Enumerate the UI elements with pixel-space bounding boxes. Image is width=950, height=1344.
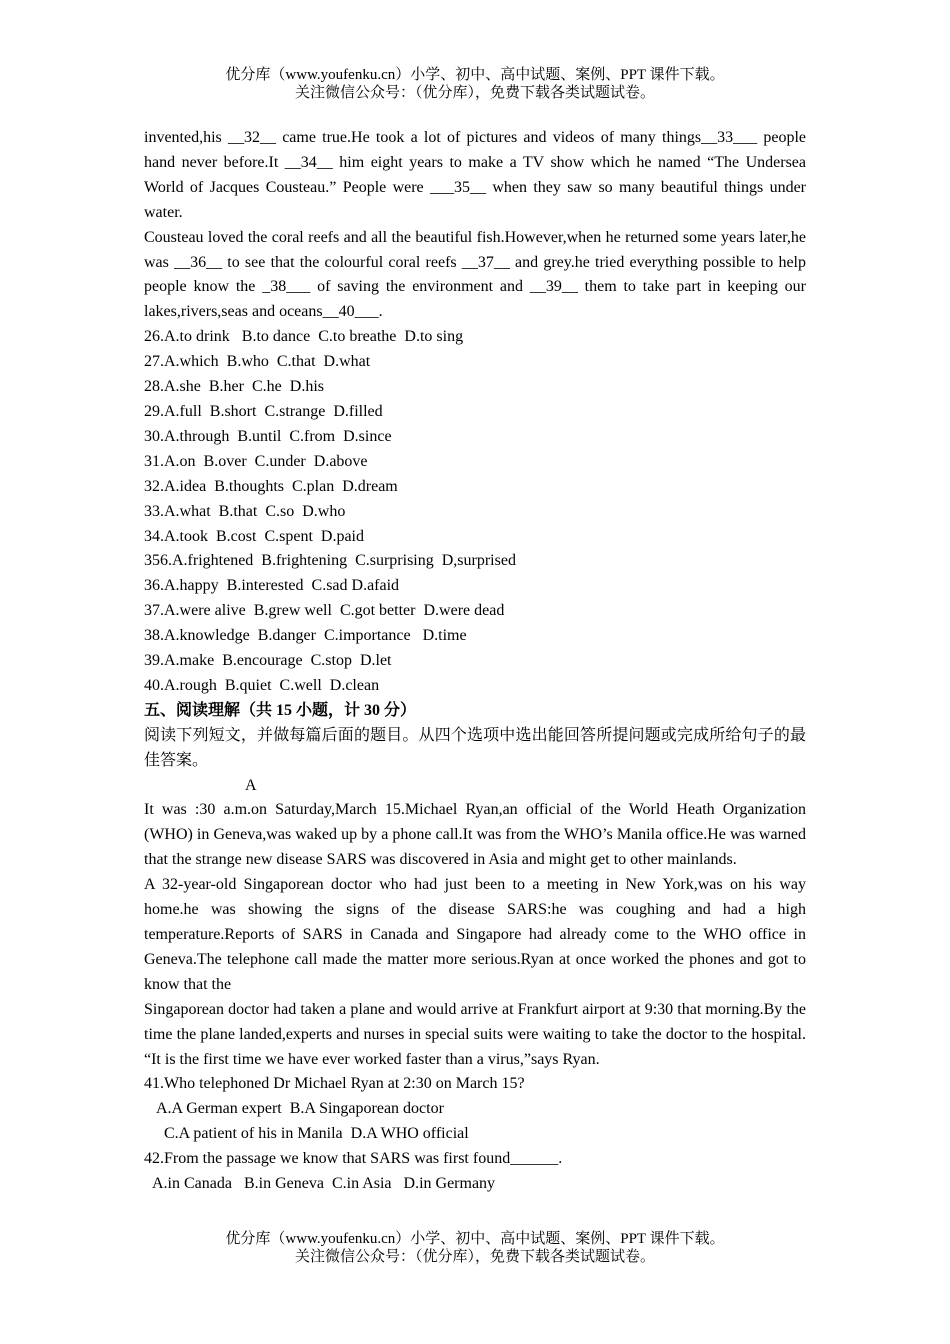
cloze-option-line: 37.A.were alive B.grew well C.got better D.were dead — [144, 602, 505, 620]
reading-paragraph: It was :30 a.m.on Saturday,March 15.Michael Ryan,an official of the World Heath Organization (WHO) in Geneva,was waked up by a phone call.It was from the WHO’s Manila office.He was warned that the strange new disease SARS was discovered in Asia and might get to other mainlands. — [144, 801, 806, 869]
cloze-option-line: 31.A.on B.over C.under D.above — [144, 452, 368, 470]
cloze-option-line: 356.A.frightened B.frightening C.surprising D,surprised — [144, 552, 516, 570]
question-stem: 41.Who telephoned Dr Michael Ryan at 2:30 on March 15? — [144, 1075, 525, 1093]
cloze-option-line: 32.A.idea B.thoughts C.plan D.dream — [144, 477, 398, 495]
cloze-option-line: 28.A.she B.her C.he D.his — [144, 378, 324, 396]
passage-label: A — [245, 776, 257, 794]
page-header — [0, 66, 950, 102]
passage-paragraph: invented,his __32__ came true.He took a lot of pictures and videos of many things__33___ people hand never before.It __34__ him eight years to make a TV show which he named “The Undersea World of Jacques Cousteau.” People were ___35__ when they saw so many beautiful things under water. — [144, 129, 806, 221]
cloze-option-line: 27.A.which B.who C.that D.what — [144, 353, 371, 371]
page-footer — [0, 1230, 950, 1266]
cloze-option-line: 26.A.to drink B.to dance C.to breathe D.to sing — [144, 328, 464, 346]
header-line-1: 优分库（www.youfenku.cn）小学、初中、高中试题、案例、PPT 课件下载。 — [225, 67, 725, 83]
question-options: A.in Canada B.in Geneva C.in Asia D.in Germany — [152, 1175, 496, 1193]
question-stem: 42.From the passage we know that SARS was first found______. — [144, 1150, 563, 1168]
reading-paragraph: Singaporean doctor had taken a plane and would arrive at Frankfurt airport at 9:30 that morning.By the time the plane landed,experts and nurses in special suits were waiting to take the doctor to the hospital. “It is the first time we have ever worked faster than a virus,”says Ryan. — [144, 1000, 806, 1068]
cloze-option-line: 38.A.knowledge B.danger C.importance D.time — [144, 627, 467, 645]
cloze-option-line: 33.A.what B.that C.so D.who — [144, 502, 346, 520]
cloze-option-line: 30.A.through B.until C.from D.since — [144, 427, 392, 445]
cloze-option-line: 34.A.took B.cost C.spent D.paid — [144, 527, 364, 545]
question-options: A.A German expert B.A Singaporean doctor — [156, 1100, 444, 1118]
section-title: 五、阅读理解（共 15 小题，计 30 分） — [144, 701, 417, 719]
question-options: C.A patient of his in Manila D.A WHO official — [164, 1125, 469, 1143]
cloze-options-list — [144, 325, 806, 699]
cloze-option-line: 40.A.rough B.quiet C.well D.clean — [144, 676, 380, 694]
page-body — [144, 126, 806, 1197]
cloze-option-line: 39.A.make B.encourage C.stop D.let — [144, 652, 392, 670]
section-instruction: 阅读下列短文，并做每篇后面的题目。从四个选项中选出能回答所提问题或完成所给句子的最佳答案。 — [144, 726, 806, 769]
cloze-option-line: 29.A.full B.short C.strange D.filled — [144, 402, 383, 420]
footer-line-1: 优分库（www.youfenku.cn）小学、初中、高中试题、案例、PPT 课件下载。 — [225, 1231, 725, 1247]
reading-paragraph: A 32-year-old Singaporean doctor who had just been to a meeting in New York,was on his way home.he was showing the signs of the disease SARS:he was coughing and had a high temperature.Reports of SARS in Canada and Singapore had already come to the WHO office in Geneva.The telephone call made the matter more serious.Ryan at once worked the phones and got to know that the — [144, 876, 806, 993]
footer-line-2: 关注微信公众号：（优分库），免费下载各类试题试卷。 — [294, 1249, 655, 1265]
cloze-option-line: 36.A.happy B.interested C.sad D.afaid — [144, 577, 400, 595]
header-line-2: 关注微信公众号：（优分库），免费下载各类试题试卷。 — [294, 85, 655, 101]
passage-paragraph: Cousteau loved the coral reefs and all the beautiful fish.However,when he returned some years later,he was __36__ to see that the colourful coral reefs __37__ and grey.he tried everything possible to help people know the _38___ of saving the environment and __39__ them to take part in keeping our lakes,rivers,seas and oceans__40___. — [144, 228, 806, 321]
